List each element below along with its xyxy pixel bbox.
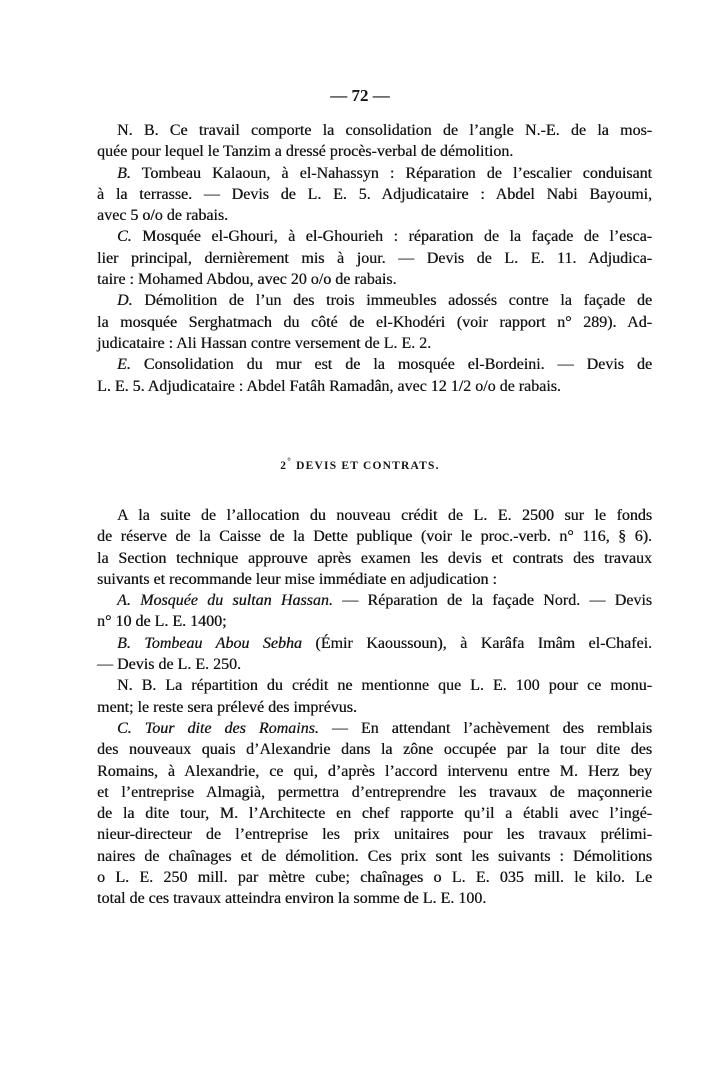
section-devis-contrats [97, 505, 652, 910]
text-run: lier principal, dernièrement mis à jour. — Devis de L. E. 11. Adjudica- [97, 249, 652, 267]
text-run [132, 720, 145, 737]
heading-degree: ° [287, 456, 293, 466]
italic-run: D. [117, 292, 133, 310]
text-line [97, 761, 652, 782]
text-run: Consolidation du mur est de la mosquée el-Bordeini. — Devis de [130, 356, 652, 374]
section-heading [0, 456, 720, 472]
text-run: naires de chaînages et de démolition. Ces prix sont les suivants : Démolitions [97, 847, 652, 865]
text-run: N. B. La répartition du crédit ne mentionne que L. E. 100 pour ce monu- [117, 677, 652, 695]
italic-run: C. [117, 228, 132, 246]
italic-run: A. [117, 592, 131, 610]
text-run: quée pour lequel le Tanzim a dressé procès-verbal de démolition. [97, 143, 514, 161]
text-line [97, 205, 652, 226]
section-work-items [97, 120, 652, 397]
italic-run: B. [117, 634, 131, 652]
text-run: à la terrasse. — Devis de L. E. 5. Adjudicataire : Abdel Nabi Bayoumi, [97, 185, 652, 203]
text-line [97, 312, 652, 333]
text-line [97, 697, 652, 718]
paragraph [97, 163, 652, 227]
text-run: des nouveaux quais d’Alexandrie dans la zône occupée par la tour dite des [97, 741, 652, 759]
paragraph [97, 718, 652, 910]
paragraph [97, 290, 652, 354]
italic-run: Tour dite des Romains. [144, 719, 319, 737]
text-line [97, 867, 652, 888]
text-line [97, 376, 652, 397]
text-run: o L. E. 250 mill. par mètre cube; chaînages o L. E. 035 mill. le kilo. Le [97, 869, 652, 887]
text-run: de la dite tour, M. l’Architecte en chef rapporte qu’il a établi avec l’ingé- [97, 805, 652, 823]
text-run: L. E. 5. Adjudicataire : Abdel Fatâh Ramadân, avec 12 1/2 o/o de rabais. [97, 377, 561, 395]
text-run: et l’entreprise Almagià, permettra d’entreprendre les travaux de maçonnerie [97, 783, 652, 801]
text-run: — Devis de L. E. 250. [97, 656, 241, 674]
text-run: Romains, à Alexandrie, ce qui, d’après l’accord intervenu entre M. Herz bey [97, 762, 652, 780]
text-line [97, 290, 652, 311]
text-line [97, 611, 652, 632]
text-run: N. B. Ce travail comporte la consolidation de l’angle N.-E. de la mos- [117, 122, 652, 139]
text-line [97, 354, 652, 375]
heading-text: DEVIS ET CONTRATS. [292, 459, 440, 472]
paragraph [97, 120, 652, 163]
text-run: judicataire : Ali Hassan contre versement de L. E. 2. [97, 334, 432, 352]
text-line [97, 824, 652, 845]
paragraph [97, 590, 652, 633]
italic-run: C. [117, 719, 132, 737]
text-run: — En attendant l’achèvement des remblais [318, 719, 653, 737]
text-line [97, 505, 652, 526]
text-line [97, 569, 652, 590]
text-run: A la suite de l’allocation du nouveau crédit de L. E. 2500 sur le fonds [117, 507, 652, 524]
text-run: la mosquée Serghatmach du côté de el-Khodéri (voir rapport n° 289). Ad- [97, 313, 652, 331]
italic-run: Mosquée du sultan Hassan. [140, 592, 333, 610]
text-line [97, 718, 652, 739]
text-run: ment; le reste sera prélevé des imprévus. [97, 698, 357, 716]
text-line [97, 120, 652, 141]
text-line [97, 248, 652, 269]
text-line [97, 163, 652, 184]
text-line [97, 846, 652, 867]
text-line [97, 226, 652, 247]
text-line [97, 184, 652, 205]
text-line [97, 888, 652, 909]
italic-run: E. [117, 356, 131, 374]
text-run [131, 592, 140, 609]
text-run: avec 5 o/o de rabais. [97, 207, 229, 225]
text-run: nieur-directeur de l’entreprise les prix unitaires pour les travaux prélimi- [97, 826, 652, 844]
text-line [97, 654, 652, 675]
text-run [131, 635, 144, 652]
text-line [97, 590, 652, 611]
text-run: (Émir Kaoussoun), à Karâfa Imâm el-Chafei. [301, 634, 653, 652]
text-line [97, 333, 652, 354]
italic-run: B. [117, 164, 131, 182]
italic-run: Tombeau Abou Sebha [144, 634, 302, 652]
text-line [97, 633, 652, 654]
paragraph [97, 226, 652, 290]
paragraph [97, 633, 652, 676]
text-run: de réserve de la Caisse de la Dette publique (voir le proc.-verb. n° 116, § 6). [97, 528, 652, 546]
paragraph [97, 675, 652, 718]
text-line [97, 675, 652, 696]
text-run: taire : Mohamed Abdou, avec 20 o/o de rabais. [97, 271, 397, 289]
text-line [97, 526, 652, 547]
heading-number: 2 [280, 459, 288, 472]
page-number: — 72 — [330, 86, 390, 105]
text-line [97, 141, 652, 162]
text-run: suivants et recommande leur mise immédiate en adjudication : [97, 570, 497, 588]
text-run: Tombeau Kalaoun, à el-Nahassyn : Réparation de l’escalier conduisant [130, 164, 652, 182]
text-run: total de ces travaux atteindra environ la somme de L. E. 100. [97, 890, 487, 908]
text-run: la Section technique approuve après examen les devis et contrats des travaux [97, 549, 652, 567]
text-line [97, 548, 652, 569]
text-run: Mosquée el-Ghouri, à el-Ghourieh : réparation de la façade de l’esca- [131, 228, 652, 246]
text-line [97, 803, 652, 824]
text-run: Démolition de l’un des trois immeubles adossés contre la façade de [132, 292, 652, 310]
text-line [97, 739, 652, 760]
text-run: n° 10 de L. E. 1400; [97, 613, 227, 631]
text-line [97, 782, 652, 803]
text-line [97, 269, 652, 290]
text-run: — Réparation de la façade Nord. — Devis [332, 592, 652, 610]
paragraph [97, 354, 652, 397]
paragraph [97, 505, 652, 590]
